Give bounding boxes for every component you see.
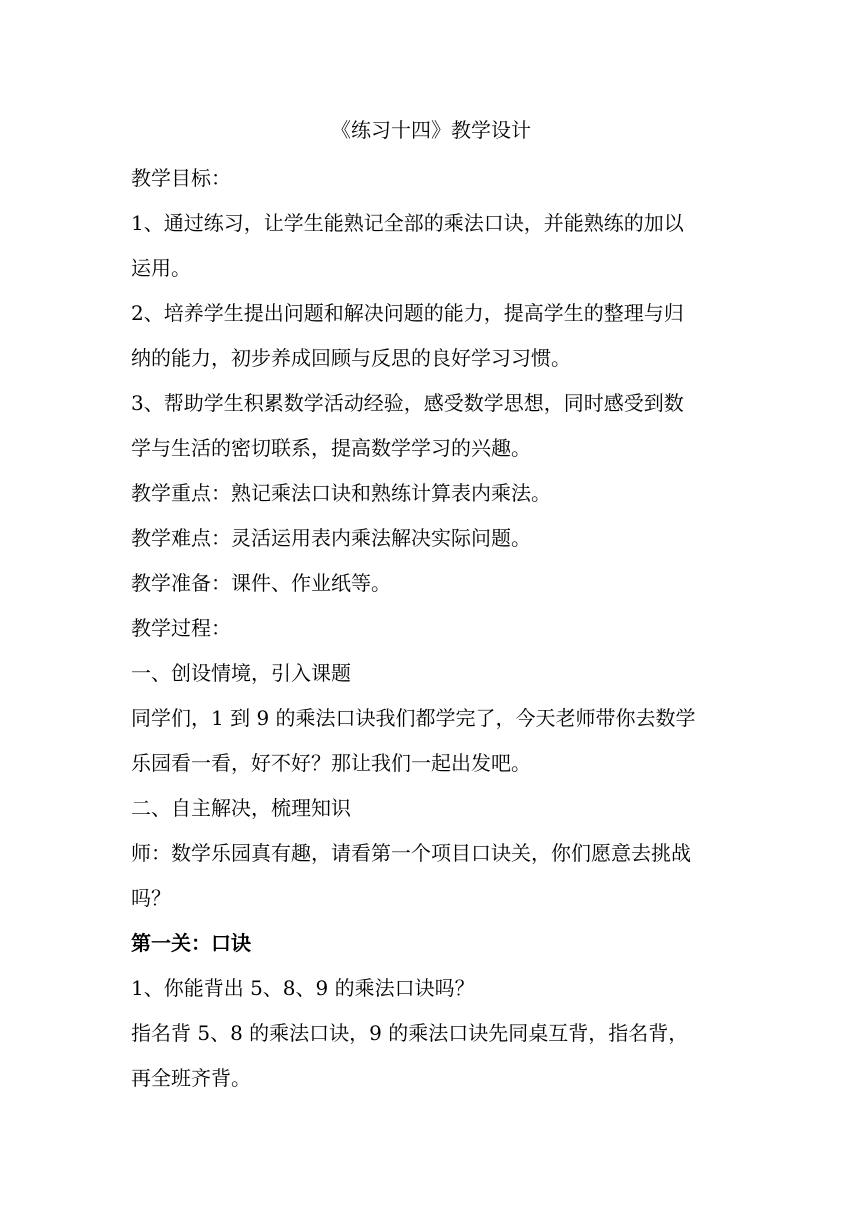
paragraph-line: 2、培养学生提出问题和解决问题的能力，提高学生的整理与归: [131, 301, 684, 325]
paragraph-line: 教学目标：: [131, 166, 231, 190]
paragraph-line: 吗？: [131, 886, 171, 910]
paragraph-line: 一、创设情境，引入课题: [131, 661, 351, 685]
paragraph-line: 学与生活的密切联系，提高数学学习的兴趣。: [131, 436, 531, 460]
document-body: [131, 111, 731, 1101]
paragraph-line: 教学过程：: [131, 616, 231, 640]
paragraph-line: 乐园看一看，好不好？那让我们一起出发吧。: [131, 751, 531, 775]
paragraph-line: 纳的能力，初步养成回顾与反思的良好学习习惯。: [131, 346, 571, 370]
paragraph-line: 指名背 5、8 的乘法口诀，9 的乘法口诀先同桌互背，指名背，: [131, 1021, 689, 1045]
paragraph-line: 同学们，1 到 9 的乘法口诀我们都学完了，今天老师带你去数学: [131, 706, 696, 730]
paragraph-line: 教学准备：课件、作业纸等。: [131, 571, 391, 595]
paragraph-line: 再全班齐背。: [131, 1066, 251, 1090]
document-title: 《练习十四》教学设计: [331, 118, 531, 142]
paragraph-line: 1、通过练习，让学生能熟记全部的乘法口诀，并能熟练的加以: [131, 211, 684, 235]
paragraph-line: 师：数学乐园真有趣，请看第一个项目口诀关，你们愿意去挑战: [131, 841, 691, 865]
paragraph-line: 运用。: [131, 256, 191, 280]
paragraph-line: 二、自主解决，梳理知识: [131, 796, 351, 820]
paragraph-line: 3、帮助学生积累数学活动经验，感受数学思想，同时感受到数: [131, 391, 684, 415]
paragraph-line: 教学难点：灵活运用表内乘法解决实际问题。: [131, 526, 531, 550]
section-heading: 第一关：口诀: [131, 931, 251, 955]
paragraph-line: 教学重点：熟记乘法口诀和熟练计算表内乘法。: [131, 481, 551, 505]
paragraph-line: 1、你能背出 5、8、9 的乘法口诀吗？: [131, 976, 475, 1000]
